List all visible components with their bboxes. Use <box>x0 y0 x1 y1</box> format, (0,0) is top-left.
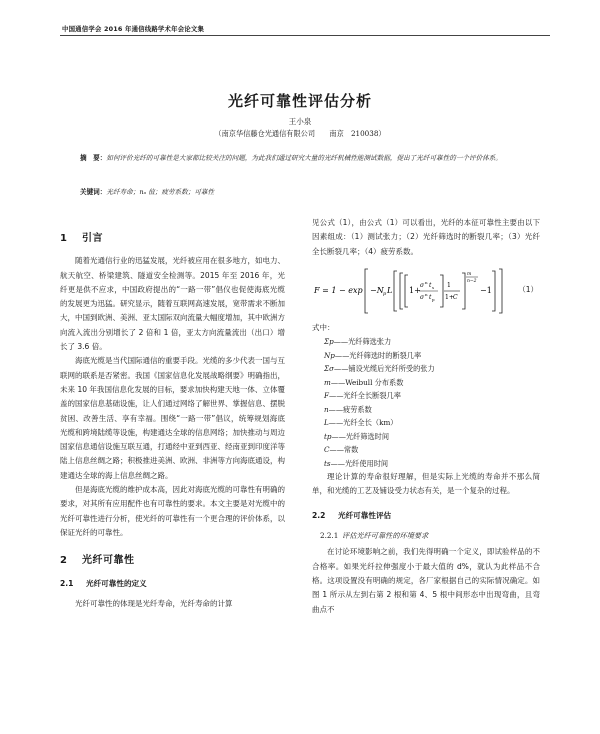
svg-text:n−2: n−2 <box>467 278 477 284</box>
affiliation: （南京华信藤仓光通信有限公司 南京 210038） <box>214 129 386 138</box>
formula-graphic <box>312 265 522 317</box>
keywords-label: 关键词： <box>80 188 107 196</box>
svg-text:σ: σ <box>420 281 425 289</box>
paragraph: 海底光缆是当代国际通信的重要手段。光缆的多少代表一国与互联网的联系是否紧密。我国《国家信息化发展战略纲要》明确指出，未来 10 年我国信息化发展的目标，要求加快构建天地一体、立体覆盖的国家信息基础设施，让人们通过网络了解世界、掌握信息、摆脱贫困、改善生活、享有幸福。围绕“一路一带”倡议，统筹规划海底光缆和跨境陆缆等设施，构建通达全球的信息网络；加快推动与周边国家信息通信设施互联互通，打通经中亚到西亚、经南亚到印度洋等陆上信息丝绸之路；积极推进美洲、欧洲、非洲等方向海底通设，构建通达全球的海上信息丝绸之路。 <box>60 356 285 480</box>
equation-number: （1） <box>518 284 538 294</box>
svg-text:1: 1 <box>447 281 451 289</box>
subsection-2-2-heading <box>312 509 540 523</box>
svg-text:−1: −1 <box>480 285 492 295</box>
header-divider <box>60 35 550 36</box>
variable-list <box>312 335 540 470</box>
author: 王小泉 <box>288 117 312 126</box>
svg-text:s: s <box>432 284 435 290</box>
svg-text:p: p <box>432 296 435 302</box>
svg-text:σ: σ <box>420 293 425 301</box>
variable-item: n——疲劳系数 <box>324 404 372 414</box>
svg-text:p: p <box>383 290 387 297</box>
paragraph: 理论计算的寿命很好理解，但是实际上光缆的寿命并不那么简单，和光缆的工艺及铺设受力状态有关，是一个复杂的过程。 <box>312 472 540 496</box>
variable-item: L——光纤全长（km） <box>324 418 398 428</box>
svg-text:−N: −N <box>370 285 384 295</box>
svg-text:1+: 1+ <box>445 293 454 301</box>
svg-text:m: m <box>467 271 472 277</box>
svg-text:C: C <box>453 293 458 301</box>
subsection-title: 评估光纤可靠性的环境要求 <box>342 531 429 541</box>
left-column <box>60 222 285 611</box>
running-head: 中国通信学会 2016 年通信线路学术年会论文集 <box>62 25 205 33</box>
paragraph: 但是海底光缆的维护成本高，因此对海底光缆的可靠性有明确的要求，对其所有应用配件也有可靠性的要求。本文主要是对光缆中的光纤可靠性进行分析，使光纤的可靠性有一个更合理的评价体系，以保证光纤的可靠性。 <box>60 485 285 537</box>
right-column <box>312 216 540 617</box>
section-2-heading <box>60 554 285 568</box>
variable-item: Σσ——铺设光缆后光纤所受的张力 <box>324 364 435 374</box>
abstract-label: 摘 要： <box>80 154 107 162</box>
svg-text:L: L <box>387 285 393 295</box>
paragraph: 随着光通信行业的迅猛发展，光纤被应用在很多地方，如电力、航天航空、桥梁建筑、隧道安全检测等。2015 年至 2016 年，光纤更是供不应求，中国政府提出的“一路一带”倡仪也促使海底光缆的发展更为迅猛。研究显示，随着互联网高速发展，宽带需求不断加大，中国到欧洲、美洲、亚太国际双向流量大幅度增加，其中欧洲方向流入流出分别增长了 2 倍和 1 倍，亚太方向流量流出（出口）增长了 3.6 倍。 <box>60 256 285 352</box>
variable-item: Np——光纤筛选时的断裂几率 <box>324 350 422 360</box>
section-1-heading <box>60 232 285 246</box>
subsection-number: 2.2.1 <box>320 531 339 541</box>
variable-item: Σp——光纤筛选张力 <box>324 337 392 347</box>
subsection-2-2-1-heading <box>320 529 540 543</box>
formula-where-label: 式中： <box>312 322 335 332</box>
section-title: 引言 <box>82 233 103 244</box>
abstract-text: 如何评价光纤的可靠性是大家都比较关注的问题，为此我们通过研究大量的光纤机械性能测试数据，提出了光纤可靠性的一个评价体系。 <box>106 154 502 162</box>
section-number: 1 <box>60 233 68 244</box>
formula-lhs: F = 1 − exp <box>314 285 363 295</box>
variable-item: F——光纤全长断裂几率 <box>324 391 401 401</box>
variable-item: tp——光纤筛选时间 <box>324 431 390 441</box>
subsection-number: 2.2 <box>312 510 326 520</box>
abstract <box>80 152 542 165</box>
variable-item: m——Weibull 分布系数 <box>324 377 404 387</box>
section-title: 光纤可靠性 <box>82 555 135 567</box>
section-number: 2 <box>60 555 68 567</box>
formula-1 <box>312 265 540 317</box>
svg-text:t: t <box>429 281 432 289</box>
paragraph: 光纤可靠性的体现是光纤寿命，光纤寿命的计算 <box>75 598 233 608</box>
svg-text:n: n <box>425 291 428 297</box>
paragraph: 见公式（1），由公式（1）可以看出，光纤的本征可靠性主要由以下因素组成：（1）测试张力；（2）光纤筛选时的断裂几率；（3）光纤全长断裂几率；（4）疲劳系数。 <box>312 218 540 256</box>
keywords <box>80 186 542 196</box>
subsection-number: 2.1 <box>60 578 74 588</box>
variable-item: C——常数 <box>324 445 359 455</box>
subsection-2-1-heading <box>60 577 285 591</box>
svg-text:t: t <box>429 293 432 301</box>
subsection-title: 光纤可靠性的定义 <box>86 578 147 588</box>
subsection-title: 光纤可靠性评估 <box>338 510 392 520</box>
variable-item: ts——光纤使用时间 <box>324 458 389 468</box>
svg-text:n: n <box>425 279 428 285</box>
svg-text:1+: 1+ <box>409 285 421 295</box>
paragraph: 在讨论环境影响之前，我们先得明确一个定义，即试验样品的不合格率。如果光纤拉伸强度小于最大值的 d%，就认为此样品不合格。这项设置没有明确的规定，各厂家根据自己的实际情况确定。如图 1 所示从左到右第 2 根和第 4、5 根中间形态中出现弯曲，且弯曲点不 <box>312 547 540 614</box>
keywords-text: 光纤寿命；nₐ 值；疲劳系数；可靠性 <box>106 188 215 196</box>
paper-title: 光纤可靠性评估分析 <box>227 92 372 110</box>
